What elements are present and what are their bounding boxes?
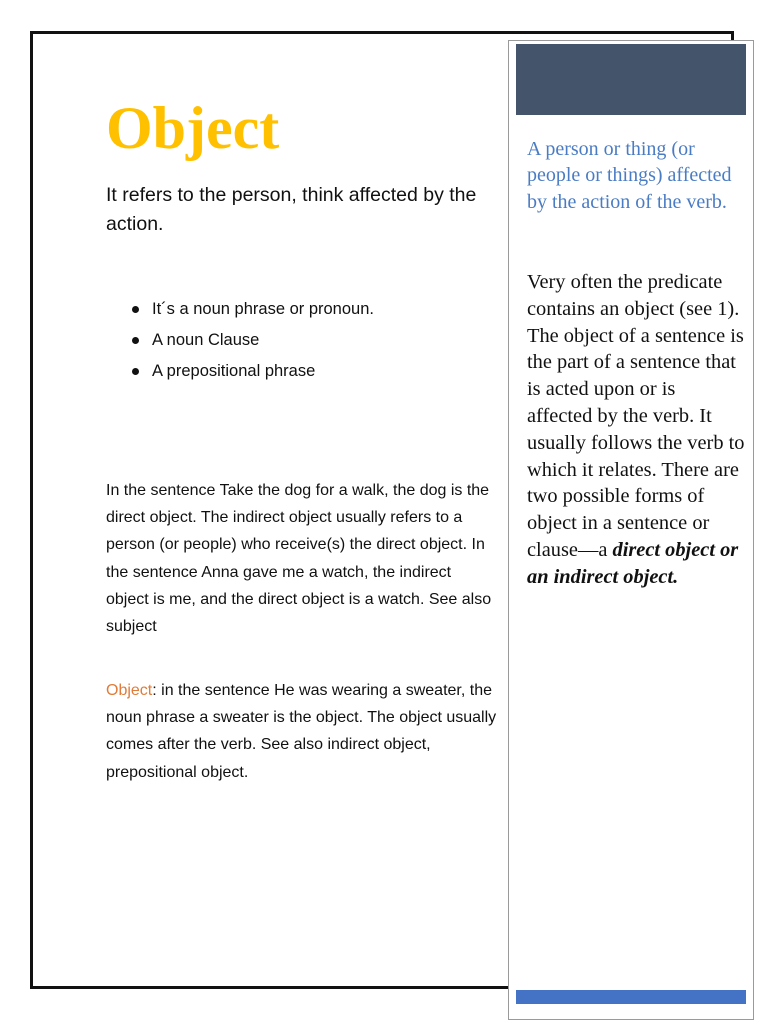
list-item-text: A noun Clause (152, 331, 260, 349)
sidebar-body-emphasis: direct object or an indirect object. (527, 538, 739, 588)
list-item-text: A prepositional phrase (152, 362, 316, 380)
object-term: Object (106, 682, 153, 699)
sidebar-header-bar (516, 44, 746, 115)
sidebar-body (527, 269, 745, 591)
sidebar-body-text: Very often the predicate contains an object (see 1). The object of a sentence is the part of a sentence that is acted upon or is affected by the verb. It usually follows the verb to which it relates. There are two possible forms of object in a sentence or clause—a (527, 271, 745, 561)
object-definition-text: : in the sentence He was wearing a sweater, the noun phrase a sweater is the object. The object usually comes after the verb. See also indirect object, prepositional object. (106, 682, 497, 781)
bullet-list (106, 294, 486, 387)
list-item (106, 356, 486, 387)
sidebar-quote: A person or thing (or people or things) affected by the action of the verb. (527, 138, 732, 213)
bullet-icon (132, 306, 139, 313)
bullet-icon (132, 337, 139, 344)
bullet-icon (132, 368, 139, 375)
list-item (106, 294, 486, 325)
paragraph-direct-indirect-object: In the sentence Take the dog for a walk, the dog is the direct object. The indirect object usually refers to a person (or people) who receive(s) the direct object. In the sentence Anna gave me a watch, the indirect object is me, and the direct object is a watch. See also subject (106, 482, 492, 636)
sidebar (508, 40, 754, 1020)
intro-text: It refers to the person, think affected by the action. (106, 184, 477, 235)
list-item (106, 325, 486, 356)
list-item-text: It´s a noun phrase or pronoun. (152, 300, 374, 318)
sidebar-footer-bar (516, 990, 746, 1004)
paragraph-object-definition (106, 677, 498, 786)
page-title: Object (106, 95, 280, 161)
